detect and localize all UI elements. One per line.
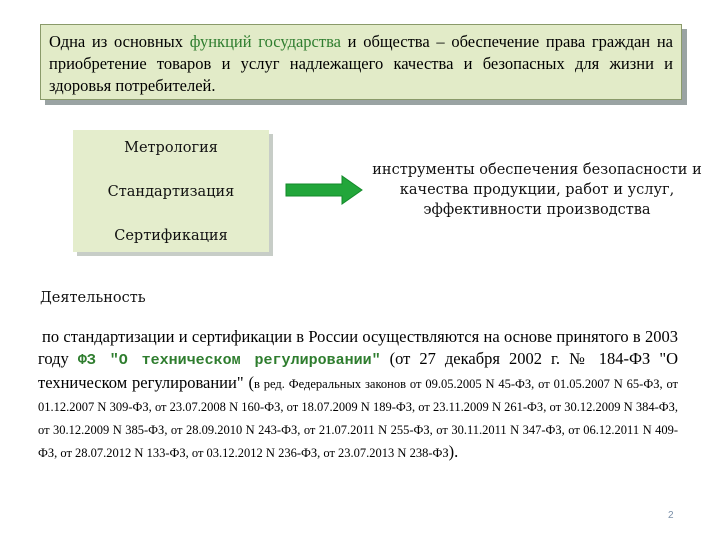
disciplines-box (73, 130, 269, 252)
activity-title: Деятельность (40, 290, 146, 306)
activity-text-start: по стандартизации и сертификации в России осуществляются на основе принятого в 2003 году (38, 327, 678, 368)
intro-text-start: Одна из основных (49, 32, 190, 51)
amendments-list: в ред. Федеральных законов от 09.05.2005 N 45-ФЗ, от 01.05.2007 N 65-ФЗ, от 01.12.2007 N 309-ФЗ, от 23.07.2008 N 160-ФЗ, от 18.07.2009 N 189-ФЗ, от 23.11.2009 N 261-ФЗ, от 30.12.2009 N 384-ФЗ, от 30.12.2009 N 385-ФЗ, от 28.09.2010 N 243-ФЗ, от 21.07.2011 N 255-ФЗ, от 30.11.2011 N 347-ФЗ, от 06.12.2011 N 409-ФЗ, от 28.07.2012 N 133-ФЗ, от 03.12.2012 N 236-ФЗ, от 23.07.2013 N 238-ФЗ (38, 377, 679, 460)
page-number: 2 (668, 510, 674, 521)
activity-closing: ). (448, 442, 459, 461)
intro-box (40, 24, 682, 100)
law-highlight: ФЗ "О техническом регулировании" (77, 352, 381, 369)
discipline-certification: Сертификация (114, 228, 228, 244)
intro-highlight: функций государства (189, 32, 341, 51)
discipline-standardization: Стандартизация (107, 184, 235, 200)
tools-description: инструменты обеспечения безопасности и качества продукции, работ и услуг, эффективности производства (372, 162, 702, 218)
right-arrow-icon (284, 175, 364, 205)
activity-body (38, 326, 678, 464)
intro-text-end: и общества – обеспечение права граждан на приобретение товаров и услуг надлежащего качества и безопасных для жизни и здоровья потребителей. (49, 32, 673, 95)
discipline-metrology: Метрология (124, 140, 218, 156)
activity-text-middle: (от 27 декабря 2002 г. № 184-ФЗ "О техническом регулировании" ( (38, 349, 678, 392)
